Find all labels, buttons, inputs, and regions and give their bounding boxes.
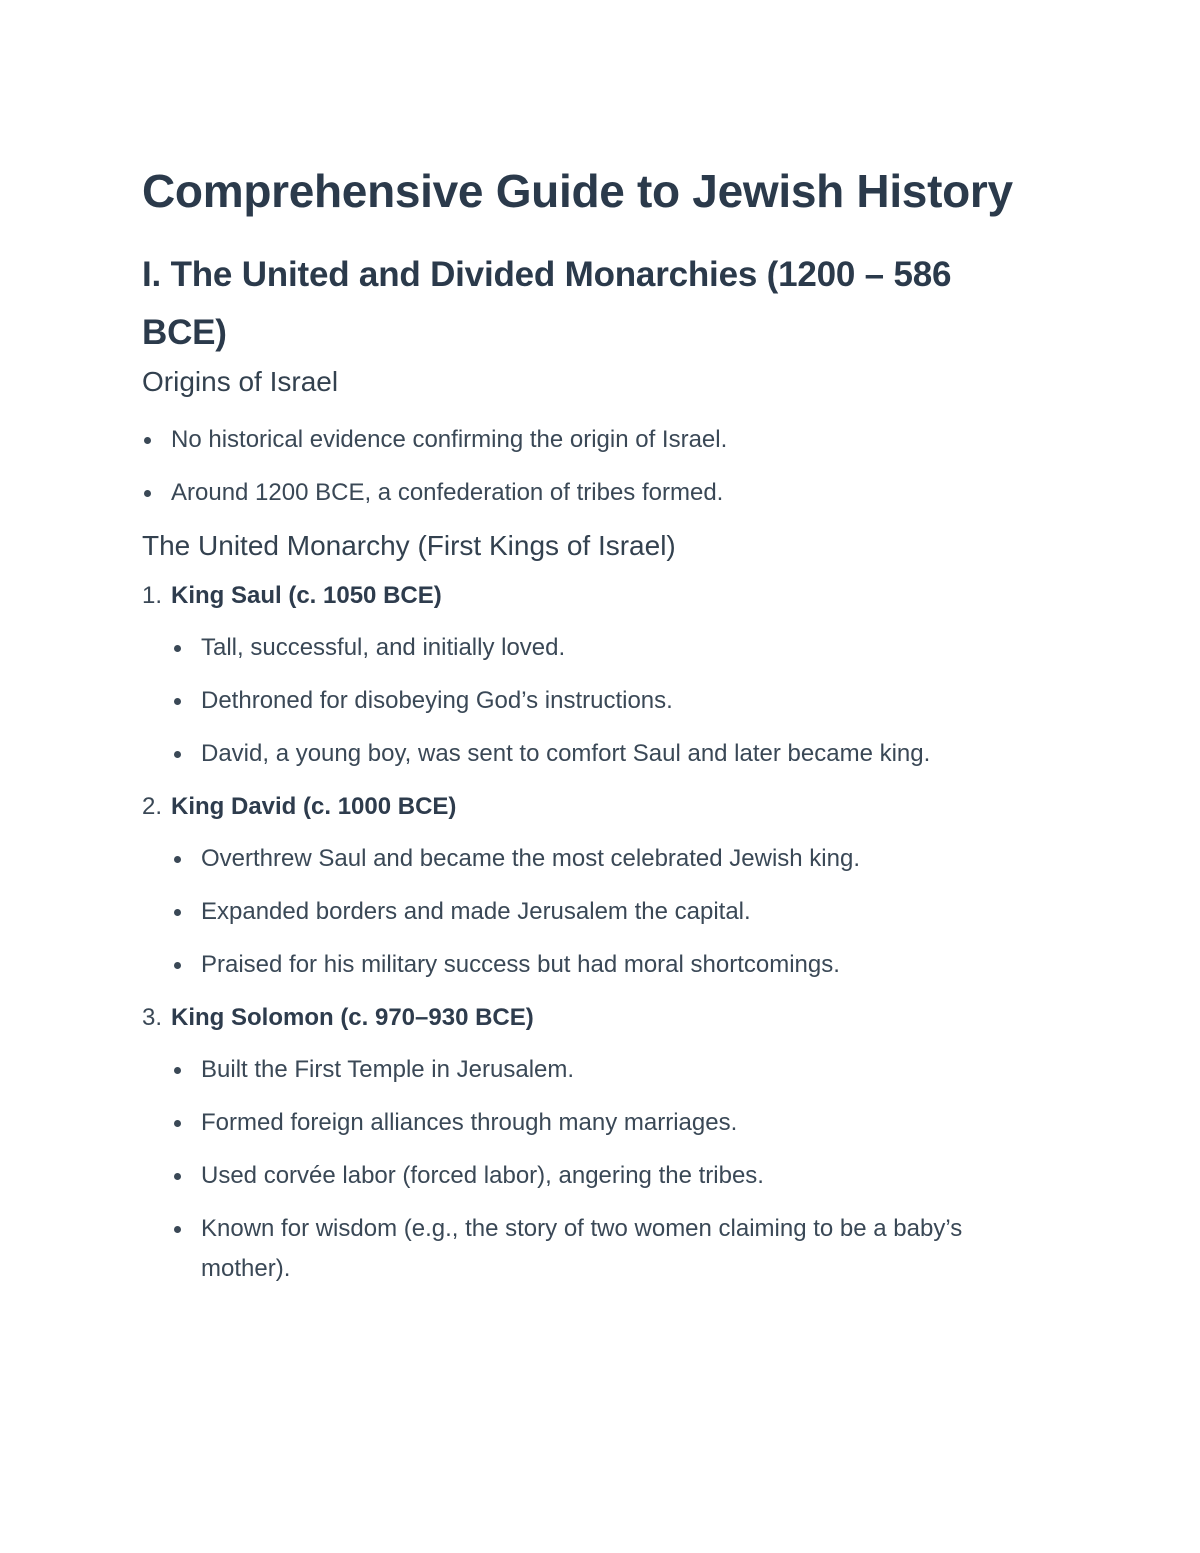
section-heading: I. The United and Divided Monarchies (1200 – 586 BCE) — [142, 255, 952, 352]
king-name: King Solomon (c. 970–930 BCE) — [171, 1004, 534, 1031]
list-item-text: Overthrew Saul and became the most celebrated Jewish king. — [201, 845, 861, 872]
list-item — [142, 892, 1042, 932]
king-number: 2. — [142, 793, 163, 820]
bullet-icon — [174, 645, 181, 652]
king-entry — [142, 576, 1042, 774]
king-points — [142, 628, 1042, 774]
list-item-text: Expanded borders and made Jerusalem the capital. — [201, 898, 751, 925]
list-item — [142, 473, 1042, 513]
list-item — [142, 945, 1042, 985]
kings-list — [142, 576, 1042, 1289]
bullet-icon — [174, 909, 181, 916]
list-item-text: Dethroned for disobeying God’s instructions. — [201, 687, 673, 714]
king-heading — [142, 787, 1042, 827]
bullet-icon — [174, 1226, 181, 1233]
list-item — [142, 1156, 1042, 1196]
list-item — [142, 628, 1042, 668]
king-points — [142, 839, 1042, 985]
list-item — [142, 839, 1042, 879]
king-name: King Saul (c. 1050 BCE) — [171, 582, 442, 609]
origins-list — [142, 420, 1042, 513]
bullet-icon — [174, 751, 181, 758]
king-heading — [142, 576, 1042, 616]
bullet-icon — [174, 1120, 181, 1127]
bullet-icon — [144, 490, 151, 497]
bullet-icon — [174, 856, 181, 863]
list-item-text: Built the First Temple in Jerusalem. — [201, 1056, 575, 1083]
king-entry — [142, 998, 1042, 1289]
document-page — [142, 160, 1042, 1302]
list-item — [142, 734, 1042, 774]
bullet-icon — [174, 698, 181, 705]
list-item — [142, 681, 1042, 721]
bullet-icon — [174, 1067, 181, 1074]
king-points — [142, 1050, 1042, 1289]
list-item — [142, 1209, 1042, 1289]
list-item-text: Praised for his military success but had moral shortcomings. — [201, 951, 840, 978]
king-number: 3. — [142, 1004, 163, 1031]
list-item-text: David, a young boy, was sent to comfort Saul and later became king. — [201, 740, 931, 767]
list-item — [142, 420, 1042, 460]
list-item — [142, 1050, 1042, 1090]
list-item-text: Formed foreign alliances through many marriages. — [201, 1109, 738, 1136]
list-item-text: Around 1200 BCE, a confederation of tribes formed. — [171, 479, 724, 506]
king-number: 1. — [142, 582, 163, 609]
document-title: Comprehensive Guide to Jewish History — [142, 165, 1013, 217]
king-heading — [142, 998, 1042, 1038]
origins-heading: Origins of Israel — [142, 366, 339, 397]
bullet-icon — [174, 962, 181, 969]
bullet-icon — [174, 1173, 181, 1180]
list-item-text: Used corvée labor (forced labor), angering the tribes. — [201, 1162, 764, 1189]
king-name: King David (c. 1000 BCE) — [171, 793, 457, 820]
list-item-text: Tall, successful, and initially loved. — [201, 634, 566, 661]
united-monarchy-heading: The United Monarchy (First Kings of Israel) — [142, 530, 676, 561]
list-item — [142, 1103, 1042, 1143]
list-item-text: No historical evidence confirming the origin of Israel. — [171, 426, 728, 453]
list-item-text: Known for wisdom (e.g., the story of two women claiming to be a baby’s mother). — [201, 1215, 963, 1282]
king-entry — [142, 787, 1042, 985]
bullet-icon — [144, 437, 151, 444]
